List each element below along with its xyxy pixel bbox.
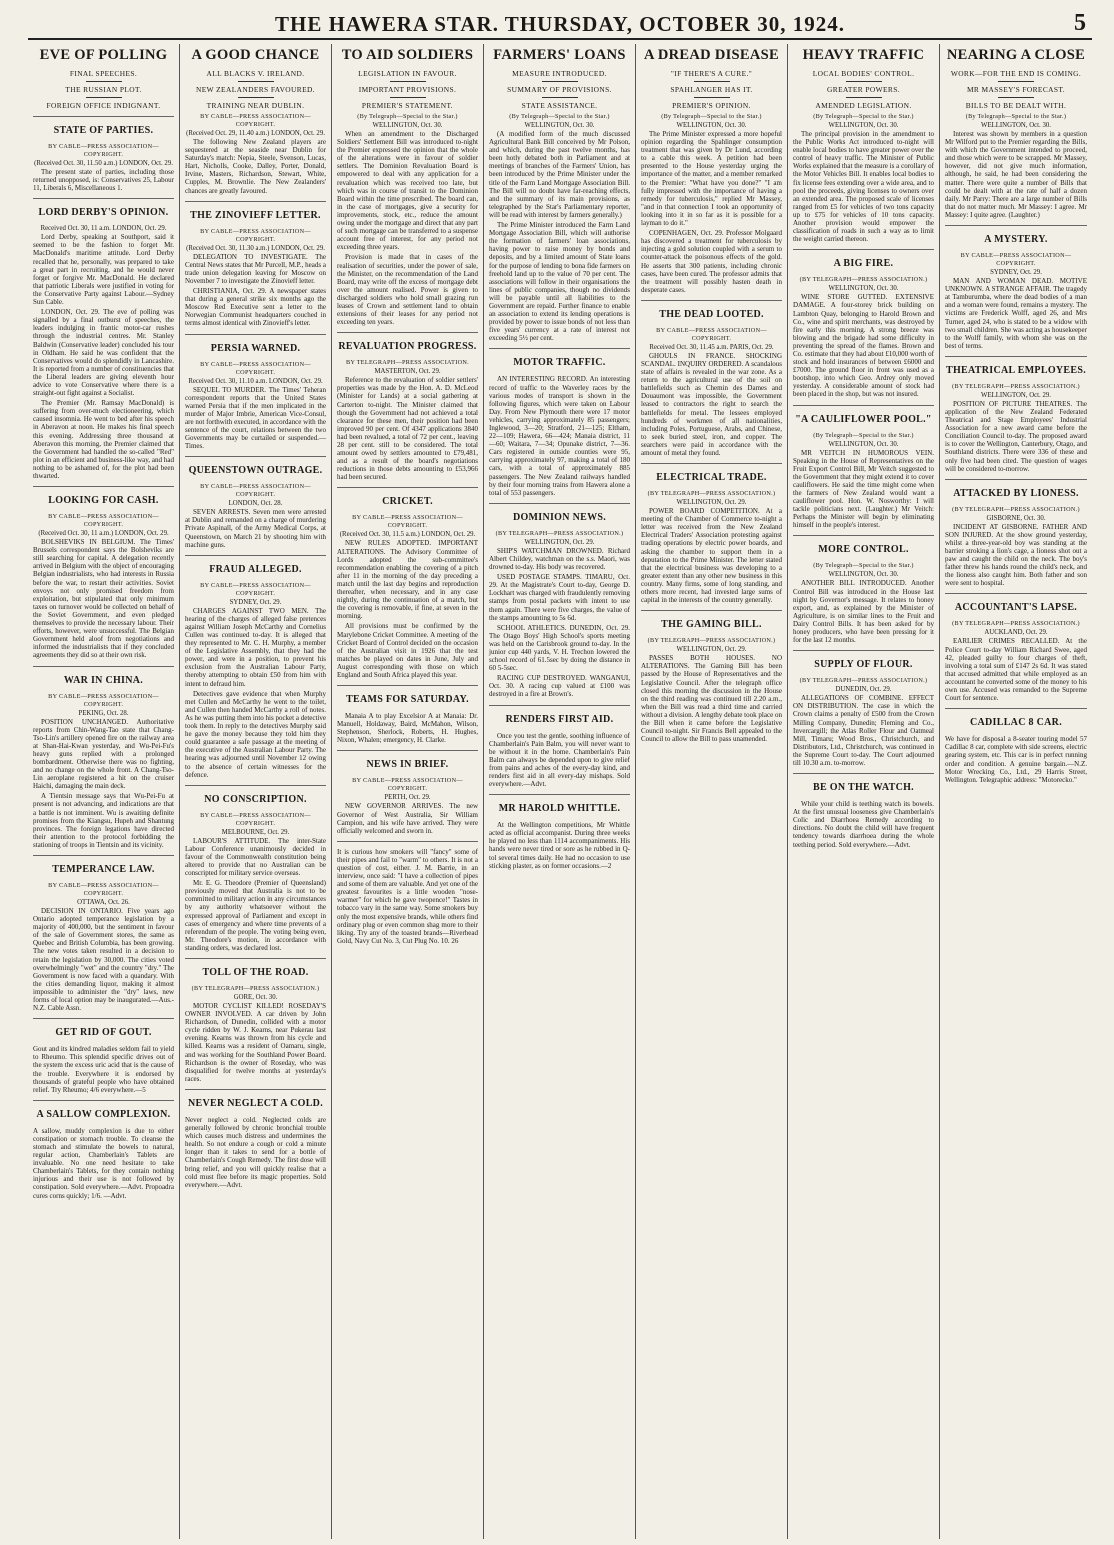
- article-title: REVALUATION PROGRESS.: [338, 341, 477, 353]
- article-byline: (By Telegraph—Special to the Star.): [813, 431, 914, 439]
- article-dateline: WELLINGTON, Oct. 29.: [676, 646, 747, 654]
- article-byline: BY CABLE—PRESS ASSOCIATION—COPYRIGHT.: [200, 581, 311, 597]
- article-paragraph: Once you test the gentle, soothing influence of Chamberlain's Pain Balm, you will never want to be without it in the home. Chamberlain's Pain Balm can always be depended upon to give relief from pains and aches of the every-day kind, and renders first aid in all every-day mishaps. Sold everywhere.—Advt.: [489, 731, 630, 789]
- article-paragraph: Mr. E. G. Theodore (Premier of Queensland) previously moved that Australia is not to be committed to military action in any circumstances by any authority whatsoever without the expressed approval of Parliament and except in cases of emergency and where time prevents of a referendum of the people. The voting being even, Mr. Theodore's motion, in accordance with standing orders, was declared lost.: [185, 879, 326, 952]
- article: [33, 666, 174, 850]
- subheading: WORK—FOR THE END IS COMING.: [950, 69, 1082, 78]
- article-paragraph: SCHOOL ATHLETICS. DUNEDIN, Oct. 29. The Otago Boys' High School's sports meeting was held on the Carisbrook ground to-day. In the junior cup 440 yards, V. H. Trechon lowered the school record of 61.5sec by doing the distance in 60 5-5sec.: [489, 623, 630, 673]
- article-title: ATTACKED BY LIONESS.: [953, 487, 1079, 499]
- subheading: BILLS TO BE DEALT WITH.: [965, 101, 1067, 110]
- article: [185, 555, 326, 779]
- subheading: MR MASSEY'S FORECAST.: [966, 85, 1066, 94]
- subheading: TRAINING NEAR DUBLIN.: [206, 101, 305, 110]
- article-paragraph: The principal provision in the amendment to the Public Works Act introduced to-night will enable local bodies to have greater power over the control of heavy traffic. The Minister of Public Works explained that the measure is a corollary of the Motor Vehicles Bill. It enables local bodies to fix license fees extending over a wide area, and to pool the proceeds, giving licenses to owners over an extended area. The proposed scale of licenses ranged from £5 for vehicles of two tons capacity up to £75 for vehicles of 10 tons capacity. Another provision would empower the classification of roads in such a way as to limit the weight carried thereon.: [793, 130, 934, 244]
- article-paragraph: At the Wellington competitions, Mr Whittle acted as official accompanist. During three weeks he played no less than 1114 accompaniments. His hands were never tired or sore as he rubbed in Q-tol several times daily. He had no occasion to use sticking plaster, as on former occasions.—2: [489, 821, 630, 870]
- article-dateline: WELLINGTON, Oct. 30.: [828, 440, 899, 448]
- article-paragraph: DELEGATION TO INVESTIGATE. The Central News states that Mr Purcell, M.P., heads a trade union delegation leaving for Moscow on November 7 to investigate the Zinovieff letter.: [185, 252, 326, 285]
- article-byline: BY CABLE—PRESS ASSOCIATION—COPYRIGHT.: [48, 513, 159, 529]
- article-separator: [793, 405, 934, 406]
- article-title: ELECTRICAL TRADE.: [656, 472, 767, 484]
- article-title: SUPPLY OF FLOUR.: [814, 659, 913, 671]
- article-paragraph: POWER BOARD COMPETITION. At a meeting of the Chamber of Commerce to-night a letter was received from the New Zealand Electrical Traders' Association protesting against trading operations by electric power boards, and asking the chamber to support them in a deputation to the Prime Minister. The letter stated that the electrical business was developing to a greater extent than any other new business in this country. Many firms, some of long standing, and others more recent, had invested large sums of capital in the interests of the country generally.: [641, 507, 782, 605]
- article-title: QUEENSTOWN OUTRAGE.: [188, 465, 323, 477]
- column-heading: EVE OF POLLING: [39, 47, 168, 63]
- article-title: LORD DERBY'S OPINION.: [38, 207, 169, 219]
- rule-divider: [86, 81, 122, 82]
- subheading: STATE ASSISTANCE.: [521, 101, 598, 110]
- article-separator: [33, 116, 174, 117]
- column-heading: HEAVY TRAFFIC: [802, 47, 925, 63]
- article-dateline: WELLINGTON, Oct. 29.: [524, 538, 595, 546]
- article: [185, 113, 326, 195]
- article: [489, 794, 630, 870]
- article: [793, 405, 934, 530]
- article-separator: [185, 958, 326, 959]
- article: [337, 332, 478, 481]
- article-title: TOLL OF THE ROAD.: [202, 967, 309, 978]
- article-paragraph: Detectives gave evidence that when Murphy met Cullen and McCarthy he went to the toilet, and Cullen then handed McCarthy a roll of notes. As he was putting them into his pocket a detective took them. In reply to the detectives Murphy said he gave the money because they told him they could guarantee a safe passage at the meeting of the executive of the Australian Labour Party. The hearing was adjourned until November 12 owing to the absence of certain witnesses for the defence.: [185, 689, 326, 779]
- article-dateline: GORE, Oct. 30.: [233, 994, 278, 1001]
- masthead: [28, 8, 1092, 40]
- article-paragraph: POSITION UNCHANGED. Authoritative reports from Chin-Wang-Tao state that Chang-Tso-Lin's artillery opened fire on the railway area at Shan-Hai-Kwan yesterday, and Wu-Pei-Fu's heavy guns replied with a prolonged bombardment. Otherwise there was no fighting, and no change on the whole front. A Chang-Tso-Lin aeroplane registered a hit on the cruiser Haichi, damaging the main deck.: [33, 717, 174, 791]
- rule-divider: [998, 97, 1034, 98]
- column: [180, 44, 332, 1539]
- subheading: NEW ZEALANDERS FAVOURED.: [195, 85, 316, 94]
- article-paragraph: Reference to the revaluation of soldier settlers' properties was made by the Hon. A. D. McLeod (Minister for Lands) at a social gathering at Carterton to-night. The Minister claimed that though the Government had not achieved a total clearance for these men, their position had been improved 90 per cent. Of 4347 applications 3840 had been revalued, a total of 72 per cent., leaving 28 per cent. still to be considered. The total amount owed by settlers amounted to £79,481, and as a result of the board's negotiations reductions in those debts amounting to £53,966 had been secured.: [337, 376, 478, 482]
- article-separator: [793, 650, 934, 651]
- article-title: MOTOR TRAFFIC.: [513, 357, 606, 369]
- article-byline: BY TELEGRAPH—PRESS ASSOCIATION.: [346, 359, 469, 367]
- article-dateline: MASTERTON, Oct. 29.: [374, 368, 441, 376]
- article-paragraph: RACING CUP DESTROYED. WANGANUI, Oct. 30. A racing cup valued at £100 was destroyed in a fire at Brown's.: [489, 674, 630, 699]
- advert-title: GET RID OF GOUT.: [55, 1027, 152, 1039]
- article-paragraph: COPENHAGEN, Oct. 29. Professor Molgaard has discovered a treatment for tuberculosis by injecting a gold solution coupled with a serum to counter-attack the poisonous effects of the gold. He asserts that 300 patients, including chronic cases, have been cured. The professor admits that the treatment will possibly hasten death in desperate cases.: [641, 229, 782, 294]
- article-separator: [337, 685, 478, 686]
- rule-divider: [694, 97, 730, 98]
- newspaper-title: THE HAWERA STAR. THURSDAY, OCTOBER 30, 1924.: [275, 12, 845, 36]
- columns-container: [28, 44, 1092, 1539]
- article-paragraph: MAN AND WOMAN DEAD. MOTIVE UNKNOWN. A STRANGE AFFAIR. The tragedy at Tamburumba, where the dead bodies of a man and a woman were found, remains a mystery. The victims are Frederick Wolff, aged 26, and Mrs Turner, aged 24, who is stated to be a widow with two small children. She was acting as housekeeper to the Wolff family, with whom she was on the best of terms.: [945, 277, 1087, 350]
- column-heading: FARMERS' LOANS: [493, 47, 626, 63]
- article-paragraph: LABOUR'S ATTITUDE. The inter-State Labour Conference unanimously decided in favour of the Commonwealth constitution being altered to provide that no Australian can be conscripted for military service overseas.: [185, 836, 326, 878]
- article-separator: [185, 201, 326, 202]
- article-separator: [793, 535, 934, 536]
- advert-separator: [185, 1089, 326, 1090]
- article-paragraph: SHIP'S WATCHMAN DROWNED. Richard Albert Childey, watchman on the s.s. Maori, was drowned to-day. His body was recovered.: [489, 546, 630, 572]
- article-byline: (By Telegraph—Special to the Star.): [357, 113, 458, 120]
- article-dateline: WELLINGTON, Oct. 30.: [828, 122, 899, 129]
- article: [793, 113, 934, 243]
- article-dateline: Received Oct. 30, 11.10 a.m. LONDON, Oct. 29.: [188, 377, 323, 385]
- article-dateline: PERTH, Oct. 29.: [384, 794, 431, 802]
- article: [33, 198, 174, 480]
- article-paragraph: The Premier (Mr. Ramsay MacDonald) is suffering from over-much electioneering, which caused insomnia. He went to bed after his speech in Aberavon at noon. He makes his final speech this evening. Addressing three thousand at Aberavon this morning, the Premier claimed that the Government had handled the so-called "Red" plot in an efficient and business-like way, and had nothing to be ashamed of, for the plot had been thwarted.: [33, 399, 174, 480]
- article-paragraph: NEW GOVERNOR ARRIVES. The new Governor of West Australia, Sir William Campion, and his wife have arrived. They were officially welcomed and sworn in.: [337, 802, 478, 835]
- article-byline: (BY TELEGRAPH—PRESS ASSOCIATION.): [799, 276, 928, 284]
- article-title: ACCOUNTANT'S LAPSE.: [954, 602, 1078, 614]
- article-paragraph: Provision is made that in cases of the realisation of securities, under the power of sale, the Minister, on the recommendation of the Land Board, may write off the excess of mortgage debt over the amount realised. Power is given to discharged soldiers who hold small grazing run leases of Crown and settlement land to obtain extensions of their leases for any period not exceeding ten years.: [337, 253, 478, 327]
- article-separator: [33, 486, 174, 487]
- column: [940, 44, 1092, 1539]
- article-title: A MYSTERY.: [984, 234, 1048, 246]
- article-dateline: WELLINGTON, Oct. 30.: [372, 122, 443, 129]
- article-title: DOMINION NEWS.: [512, 511, 607, 523]
- rule-divider: [542, 81, 578, 82]
- article-byline: BY CABLE—PRESS ASSOCIATION—COPYRIGHT.: [200, 227, 311, 243]
- article-title: THEATRICAL EMPLOYEES.: [945, 364, 1087, 376]
- article-separator: [489, 503, 630, 504]
- column: [636, 44, 788, 1539]
- article: [641, 463, 782, 604]
- article-separator: [945, 479, 1087, 480]
- article-separator: [489, 705, 630, 706]
- article-paragraph: When an amendment to the Discharged Soldiers' Settlement Bill was introduced to-night the Premier expressed the opinion that the whole of the alterations were in favour of soldier settlers. The Dominion Revaluation Board is empowered to deal with any application for a revaluation which was received too late, but which was in course of transit to the Dominion Board within the time prescribed. The board can, in the case of mortgages, give a security for improvements, stock, etc., reduce the amount owing under the mortgage and direct that any part of such mortgage can be transferred to a suspense account free of interest, for any period not exceeding three years.: [337, 130, 478, 252]
- article: [945, 225, 1087, 350]
- article-byline: (BY TELEGRAPH—PRESS ASSOCIATION.): [647, 637, 776, 645]
- article-dateline: WELLINGTON, Oct. 29.: [676, 499, 747, 507]
- article-title: CRICKET.: [382, 496, 433, 508]
- article-title: RENDERS FIRST AID.: [505, 713, 614, 725]
- article: [793, 650, 934, 767]
- advert-title: NEVER NEGLECT A COLD.: [187, 1097, 324, 1109]
- article-paragraph: Manaia A to play Excelsior A at Manaia: Dr. Manuell, Holdaway, Baird, McMahon, Wilson, Stephenson, Sherlock, Roberts, H. Hughes, Nixon, Whalen; emergency, H. Clarke.: [337, 712, 478, 745]
- article-title: NO CONSCRIPTION.: [204, 793, 307, 805]
- article-paragraph: BOLSHEVIKS IN BELGIUM. The Times' Brussels correspondent says the Bolsheviks are still searching for capital. A delegation recently arrived in Belgium with the object of encouraging Belgian industrialists, who had interests in Russia before the war, to restart their activities. Soviet envoys not only promised freedom from exploitation, but stipulated that only minimum taxes on turnover would be collected on behalf of the Soviet Government, and even pledged themselves to provide the necessary labour. Their efforts, however, were unsuccessful. The Belgian Government held aloof from negotiations and informed the industrialists that if they concluded agreements they did so at their own risk.: [33, 538, 174, 660]
- article-paragraph: WINE STORE GUTTED. EXTENSIVE DAMAGE. A four-storey brick building on Lambton Quay, belonging to Harold Brown and Co., wine and spirit merchants, was destroyed by fire early this morning. A strong breeze was blowing and the brigade had some difficulty in preventing the spread of the flames. Brown and Co. estimate that they had about £10,000 worth of stock and hold insurances of between £6000 and £7000. The ground floor in front was used as a bootshop, into which Geo. Ardrey only moved yesterday. A considerable amount of stock had been placed in the shop, but was not insured.: [793, 293, 934, 399]
- column: [28, 44, 180, 1539]
- article-separator: [185, 555, 326, 556]
- column: [788, 44, 940, 1539]
- article-paragraph: PASSES BOTH HOUSES. NO ALTERATIONS. The Gaming Bill has been passed by the House of Representatives and the Legislative Council. After the telegraph office closed this morning the discussion in the House on the third reading was continued till 2.20 a.m., when the Bill was read a third time and carried without a division. A lengthy debate took place on the Bill when it came before the Legislative Council to-night. Sir Francis Bell appealed to the Council to allow the Bill to pass unamended.: [641, 654, 782, 744]
- article-dateline: WELLINGTON, Oct. 30.: [981, 122, 1051, 129]
- article-dateline: (Received Oct. 29, 11.40 a.m.) LONDON, Oct. 29.: [186, 130, 325, 137]
- article: [641, 300, 782, 457]
- column-heading: A DREAD DISEASE: [643, 47, 780, 63]
- advert-text: It is curious how smokers will "fancy" some of their pipes and fail to "warm" to others. It is not a question of cost, either. J. M. Barrie, in an interview, once said: "I have a collection of pipes and some of them are valuable. And yet one of the greatest favourites is a little wooden "nose-warmer" for which he gave twopence!" Tastes in tobacco vary in the same way. Some smokers buy only the most expensive brands, while others find ordinary plug or even common shag more to their liking. Try any of the toasted brands—Riverhead Gold, Navy Cut No. 3, Cut Plug No. 10. 26: [337, 847, 478, 945]
- article-byline: (BY TELEGRAPH—PRESS ASSOCIATION.): [952, 505, 1080, 513]
- article: [185, 456, 326, 548]
- advert-text: Gout and its kindred maladies seldom fail to yield to Rheumo. This splendid specific drives out of the system the excess uric acid that is the cause of the trouble. Everywhere it is endorsed by thousands of grateful people who have obtained relief. Try Rheumo; 4/6 everywhere.—5: [33, 1045, 174, 1094]
- article-paragraph: The Prime Minister introduced the Farm Land Mortgage Association Bill, which will authorise the formation of farmers' loan associations, having power to raise money by bonds and deposits, and by a limited amount of State loans for the purpose of lending to bona fide farmers on freehold land up to the value of 70 per cent. The associations will follow in their organisations the lines of public companies, though no dividends will be payable until all liabilities to the Government are repaid. Further finance to enable an association to extend its lending operations is provided by power to issue bonds of not less than five years' currency at a rate of interest not exceeding 5½ per cent.: [489, 221, 630, 343]
- article: [945, 479, 1087, 588]
- article-separator: [945, 593, 1087, 594]
- article-paragraph: The following New Zealand players are sequestered at the seaside near Dublin for Saturday's match: Nepia, Steele, Svenson, Lucas, Hart, Nicholls, Cooke, Dalley, Porter, Donald, Irvine, Masters, Richardson, Stewart, White, Cupples, M. Brownlie. The New Zealanders' chances are greatly favoured.: [185, 138, 326, 195]
- article-paragraph: ALLEGATIONS OF COMBINE. EFFECT ON DISTRIBUTION. The case in which the Crown claims a penalty of £500 from the Crown Milling Company, Dunedin; Fleming and Co., Invercargill; the Atlas Roller Flour and Oatmeal Mill, Timaru; Wood Bros., Christchurch, and Distributors, Ltd., Christchurch, was continued in the Supreme Court to-day. The Court adjourned till 10.30 a.m. to-morrow.: [793, 694, 934, 767]
- article-byline: BY CABLE—PRESS ASSOCIATION—COPYRIGHT.: [352, 514, 463, 530]
- article-separator: [185, 334, 326, 335]
- article-title: THE GAMING BILL.: [661, 619, 762, 631]
- subheading: PREMIER'S STATEMENT.: [361, 101, 454, 110]
- article-dateline: DUNEDIN, Oct. 29.: [835, 686, 892, 694]
- rule-divider: [238, 97, 274, 98]
- advert-separator: [33, 1018, 174, 1019]
- article: [33, 116, 174, 192]
- article-paragraph: CHARGES AGAINST TWO MEN. The hearing of the charges of alleged false pretences against William Joseph McCarthy and Cornelius Cullen was continued to-day. It is alleged that they represented to Mr. C. H. Murphy, a member of the Legislative Assembly, that they had the power, and were in a position, to prevent his exclusion from the Australian Labour Party, thereby attempting to obtain £50 from him with intent to defraud him.: [185, 606, 326, 688]
- article-title: FRAUD ALLEGED.: [209, 563, 302, 575]
- article-dateline: PEKING, Oct. 28.: [78, 709, 129, 717]
- article-paragraph: SEQUEL TO MURDER. The Times' Teheran correspondent reports that the United States warned Persia that if the men implicated in the murder of Major Imbrie, American Vice-Consul, are not forthwith executed, in accordance with the sentence of the court, relations between the two Governments may be curtailed or suspended.—Times.: [185, 385, 326, 451]
- article-byline: (By Telegraph—Special to the Star.): [661, 113, 762, 120]
- article-separator: [641, 300, 782, 301]
- subheading: AMENDED LEGISLATION.: [815, 101, 912, 110]
- article-paragraph: GHOULS IN FRANCE. SHOCKING SCANDAL. INQUIRY ORDERED. A scandalous state of affairs is revealed in the war zone. As a return to the agricultural use of the soil on battlefields such as Chemin des Dames and Douaumont was impossible, the Government leased to contractors the right to search the battlefields for metal. The lessees employed hundreds of workmen of all nationalities, including Poles, Portuguese, Arabs, and Chinese, to seek buried steel, iron, and copper. The searchers were paid in accordance with the amount of metal they found.: [641, 351, 782, 457]
- article-byline: (By Telegraph—Special to the Star.): [813, 562, 914, 570]
- article-title: STATE OF PARTIES.: [53, 125, 154, 136]
- article-byline: BY CABLE—PRESS ASSOCIATION—COPYRIGHT.: [48, 882, 159, 897]
- article-byline: (BY TELEGRAPH—PRESS ASSOCIATION.): [191, 985, 320, 992]
- article-byline: BY CABLE—PRESS ASSOCIATION—COPYRIGHT.: [200, 483, 311, 499]
- subheading: SUMMARY OF PROVISIONS.: [507, 85, 612, 94]
- advert-text: A sallow, muddy complexion is due to either constipation or stomach trouble. To cleanse the stomach and stimulate the bowels to natural, regular action, Chamberlain's Tablets are invaluable. No one need hesitate to take Chamberlain's Tablets, for they contain nothing injurious and their use is not followed by constipation. Sold everywhere.—Advt. Propoadra cures corns quickly; 1/6. —Advt.: [33, 1126, 174, 1200]
- article-dateline: (Received Oct. 30, 11.30 a.m.) LONDON, Oct. 29.: [186, 244, 325, 252]
- article-byline: (BY TELEGRAPH—PRESS ASSOCIATION.): [495, 529, 624, 537]
- rule-divider: [998, 81, 1034, 82]
- article-dateline: Received Oct. 30, 11.45 a.m. PARIS, Oct. 29.: [649, 343, 774, 351]
- article: [793, 773, 934, 849]
- article-separator: [641, 610, 782, 611]
- rule-divider: [238, 81, 274, 82]
- article: [33, 855, 174, 1012]
- rule-divider: [390, 81, 426, 82]
- column: [332, 44, 484, 1539]
- article-paragraph: EARLIER CRIMES RECALLED. At the Police Court to-day William Richard Swee, aged 42, pleaded guilty to four charges of theft, involving a total sum of £147 2s 6d. It was stated that accused admitted that while employed as an accountant he converted some of the money to his own use. Accused was remanded to the Supreme Court for sentence.: [945, 637, 1087, 703]
- article-byline: BY CABLE—PRESS ASSOCIATION—COPYRIGHT.: [656, 326, 767, 342]
- article-dateline: GISBORNE, Oct. 30.: [986, 514, 1046, 522]
- article-paragraph: All provisions must be confirmed by the Marylebone Cricket Committee. A meeting of the Cricket Board of Control decided on the occasion of the Australian visit in 1926 that the test matches be played on dates in June, July and August corresponding with those on which England and South Africa played this year.: [337, 622, 478, 679]
- article-byline: (BY TELEGRAPH—PRESS ASSOCIATION.): [799, 677, 928, 685]
- article: [489, 113, 630, 342]
- subheading: PREMIER'S OPINION.: [672, 101, 751, 110]
- subheading: SPAHLANGER HAS IT.: [670, 85, 753, 94]
- article-separator: [33, 855, 174, 856]
- rule-divider: [390, 97, 426, 98]
- article-byline: BY CABLE—PRESS ASSOCIATION—COPYRIGHT.: [352, 777, 463, 793]
- article-separator: [337, 332, 478, 333]
- subheading: FINAL SPEECHES.: [69, 69, 138, 78]
- article-byline: (BY TELEGRAPH—PRESS ASSOCIATION.): [952, 620, 1080, 628]
- subheading: "IF THERE'S A CURE.": [670, 69, 753, 78]
- article-paragraph: ANOTHER BILL INTRODUCED. Another Control Bill was introduced in the House last night by Governor's message. It relates to honey export, and, as explained by the Minister of Agriculture, is on similar lines to the Fruit and Dairy Control Bills. It has been asked for by honey producers, who have been pressing for it for the last 12 months.: [793, 579, 934, 645]
- article-title: PERSIA WARNED.: [210, 342, 301, 354]
- article-byline: (By Telegraph—Special to the Star.): [965, 113, 1067, 120]
- article: [945, 593, 1087, 702]
- rule-divider: [694, 81, 730, 82]
- article-dateline: MELBOURNE, Oct. 29.: [221, 828, 290, 836]
- article: [185, 785, 326, 952]
- article-paragraph: MOTOR CYCLIST KILLED! ROSEDAY'S OWNER INVOLVED. A car driven by John Richardson, of Dunedin, collided with a motor cycle ridden by W. J. Kearns, near Pukerau last evening. Kearns was thrown from his cycle and killed. Kearns was a resident of Oamaru, single, and was working for the Southland Power Board. Richardson is the owner of Roseday, who was disqualified for twelve months at yesterday's races.: [185, 1002, 326, 1083]
- subheading: GREATER POWERS.: [827, 85, 900, 94]
- article-title: THE ZINOVIEFF LETTER.: [190, 209, 321, 221]
- article-dateline: WELLINGTON, Oct. 30.: [828, 571, 899, 579]
- article: [641, 113, 782, 294]
- article-paragraph: AN INTERESTING RECORD. An interesting record of traffic to the Waverley races by the various modes of transport is shown in the following figures, which were taken on Labour Day. From New Plymouth there were 17 motor vehicles, carrying approximately 85 passengers; Inglewood, 3—20; Stratford, 21—125; Eltham, 22—109; Hawera, 66—424; Manaia district, 11—60; Waitara, 7—34; Opunake district, 7—36. Cars registered in outside counties were 95, carrying approximately 97, making a total of 180 cars, with a total of approximately 885 passengers. The New Zealand railways handled by their four morning trains from Hawera alone a total of 553 passengers.: [489, 375, 630, 497]
- article-paragraph: A Tientsin message says that Wu-Pei-Fu at present is not advancing, and indications are that a battle is not imminent. Wu is awaiting definite promises from the Kiangsu, Hupeh and Shantung provinces. The foreign legations have directed their attention to the protocol forbidding the stationing of troops in Tientsin and its vicinity.: [33, 792, 174, 849]
- column-heading: TO AID SOLDIERS: [341, 47, 474, 63]
- subheading: ALL BLACKS V. IRELAND.: [206, 69, 305, 78]
- article-dateline: (Received Oct. 30, 11 a.m.) LONDON, Oct. 29.: [38, 530, 169, 538]
- article: [793, 249, 934, 398]
- article: [337, 750, 478, 834]
- article-separator: [337, 487, 478, 488]
- article-byline: BY CABLE—PRESS ASSOCIATION—COPYRIGHT.: [48, 692, 159, 708]
- rule-divider: [542, 97, 578, 98]
- article-paragraph: USED POSTAGE STAMPS. TIMARU, Oct. 29. At the Magistrate's Court to-day, George D. Lockhart was charged with fraudulently removing stamps from postal packets with intent to use them again. There were five charges, the value of the stamps amounting to 5s 6d.: [489, 573, 630, 622]
- article: [185, 334, 326, 451]
- article-dateline: SYDNEY, Oct. 29.: [990, 269, 1042, 277]
- article: [945, 113, 1087, 219]
- article: [793, 535, 934, 644]
- article-dateline: WELLINGTON, Oct. 30.: [676, 122, 747, 129]
- article-dateline: SYDNEY, Oct. 29.: [229, 598, 282, 606]
- article-dateline: WELLINGTON, Oct. 30.: [524, 122, 595, 129]
- article: [489, 348, 630, 496]
- article-dateline: WELLINGTON, Oct. 30.: [828, 285, 899, 293]
- article-title: "A CAULIFLOWER POOL.": [795, 413, 932, 425]
- column: [484, 44, 636, 1539]
- article: [945, 356, 1087, 473]
- advert-text: We have for disposal a 8-seater touring model 57 Cadillac 8 car, complete with side screens, electric gearing system, etc. This car is in perfect running order and condition. A genuine bargain.—N.Z. Motor Wrecking Co., Ltd., 29 Harris Street, Wellington. Telegraphic address: "Motorecko.": [945, 735, 1087, 784]
- article-byline: BY CABLE—PRESS ASSOCIATION—COPYRIGHT.: [200, 360, 311, 376]
- article-title: TEAMS FOR SATURDAY.: [346, 694, 469, 706]
- article-paragraph: POSITION OF PICTURE THEATRES. The application of the New Zealand Federated Theatrical and Stage Employees' Industrial Association for a new award came before the Conciliation Council to-day. The proposed award is to cover the Wellington, Canterbury, Otago, and Southland districts. There were 336 of these and only five had been cited. The question of wages will be considered to-morrow.: [945, 399, 1087, 473]
- article: [33, 486, 174, 659]
- article-separator: [185, 785, 326, 786]
- article-separator: [185, 456, 326, 457]
- article-paragraph: Lord Derby, speaking at Southport, said it seemed to be the fashion to forget Mr. MacDonald's maritime attitude. Lord Derby recalled that he, personally, was prepared to take a great part in recruiting, and he would never forget or forgive Mr. MacDonald. He declared that patriotic Liberals were justified in voting for the Conservative Party against Labour.—Sydney Sun Cable.: [33, 233, 174, 307]
- article-separator: [793, 773, 934, 774]
- article-byline: BY CABLE—PRESS ASSOCIATION—COPYRIGHT.: [960, 252, 1072, 268]
- article-title: A BIG FIRE.: [833, 258, 894, 270]
- article: [337, 487, 478, 679]
- rule-divider: [846, 81, 882, 82]
- article-paragraph: NEW RULES ADOPTED. IMPORTANT ALTERATIONS. The Advisory Committee of Lords adopted the sub-committee's recommendation enabling the covering of a pitch after 11 in the morning of the day preceding a match until the last day begins and reproduction thereafter, when necessary, and in any case nightly, during the continuation of a match, but the covering is removable, if fine, at seven in the morning.: [337, 539, 478, 621]
- article: [185, 958, 326, 1083]
- article-byline: (By Telegraph—Special to the Star.): [509, 113, 610, 120]
- subheading: IMPORTANT PROVISIONS.: [358, 85, 457, 94]
- article-separator: [33, 198, 174, 199]
- article-byline: BY CABLE—PRESS ASSOCIATION—COPYRIGHT.: [200, 113, 311, 128]
- article-separator: [337, 750, 478, 751]
- article-separator: [945, 225, 1087, 226]
- article-separator: [793, 249, 934, 250]
- article-dateline: LONDON, Oct. 28.: [228, 500, 283, 508]
- article-title: THE DEAD LOOTED.: [659, 308, 764, 320]
- article-title: WAR IN CHINA.: [63, 674, 144, 686]
- article-title: BE ON THE WATCH.: [813, 782, 914, 794]
- article-separator: [33, 666, 174, 667]
- article-paragraph: DECISION IN ONTARIO. Five years ago Ontario adopted temperance legislation by a majority of 400,000, but the sentiment in favour of the sale of Government stores, the same as Quebec and British Columbia, has been growing. The new votes taken resulted in a decision to retain the legislation by 30,000. The cities voted overwhelmingly "wet" and the country "dry." The Government is now faced with a quandary. With the cities demanding liquor, making it almost impossible to administer the "dry" laws, new forms of local option may be inaugurated.—Aus.-N.Z. Cable Assn.: [33, 907, 174, 1013]
- article-paragraph: While your child is teething watch its bowels. At the first unusual looseness give Chamberlain's Colic and Diarrhoea Remedy according to directions. No doubt the child will have frequent tendency towards diarrhoea during the whole teething period. Sold everywhere.—Advt.: [793, 800, 934, 849]
- subheading: LOCAL BODIES' CONTROL.: [812, 69, 915, 78]
- advert-separator: [33, 1100, 174, 1101]
- advert-title: CADILLAC 8 CAR.: [969, 717, 1062, 729]
- article: [489, 503, 630, 699]
- article-byline: (BY TELEGRAPH—PRESS ASSOCIATION.): [952, 382, 1080, 390]
- article-dateline: (Received Oct. 30, 11.5 a.m.) LONDON, Oct. 29.: [339, 531, 476, 539]
- rule-divider: [846, 97, 882, 98]
- rule-divider: [86, 97, 122, 98]
- article-byline: (BY TELEGRAPH—PRESS ASSOCIATION.): [647, 490, 776, 498]
- column-heading: A GOOD CHANCE: [191, 47, 320, 63]
- article: [185, 201, 326, 328]
- article-dateline: WELLINGTON, Oct. 29.: [981, 391, 1051, 399]
- advert-separator: [337, 841, 478, 842]
- article-title: MR HAROLD WHITTLE.: [498, 803, 621, 815]
- advert-separator: [945, 708, 1087, 709]
- article-paragraph: MR VEITCH IN HUMOROUS VEIN. Speaking in the House of Representatives on the Fruit Export Control Bill, Mr Veitch suggested to the Government that they might extend it to cover cauliflowers. He said the time might come when the farmers of New Zealand would want a cauliflower pool. Hon. W. Nosworthy: I will tackle politicians next. (Laughter.) Mr Veitch: Perhaps the Minister will begin by eliminating himself in the people's interest.: [793, 448, 934, 530]
- advert-text: Never neglect a cold. Neglected colds are generally followed by chronic bronchial trouble which causes much distress and undermines the health. So not endure a cough or cold a minute longer than it takes to send for a bottle of Chamberlain's Cough Remedy. The first dose will bring relief, and you will quickly realise that a cold must flee before its magic properties. Sold everywhere.—Advt.: [185, 1115, 326, 1189]
- article-paragraph: LONDON, Oct. 29. The eve of polling was signalled by a final outburst of speeches, the leaders indulging in frantic motor-car rushes through the industrial centres. Mr. Stanley Baldwin (Conservative leader) concluded his tour in Oldham. He said he was confident that the Conservatives would do splendidly in Lancashire. It is reported from a number of constituencies that the Liberal leaders are giving eleventh hour advice to vote Conservative where there is a straight-out fight against a Socialist.: [33, 308, 174, 398]
- article-byline: BY CABLE—PRESS ASSOCIATION—COPYRIGHT.: [48, 143, 159, 158]
- article-paragraph: (A modified form of the much discussed Agricultural Bank Bill conceived by Mr Polson, and which, during the past twelve months, has been hotly debated both in Parliament and at meetings of branches of the Farmers' Union, has been introduced by the Prime Minister under the title of the Farm Land Mortgage Association Bill. The Bill will no doubt have far-reaching effects, and the summary of its main provisions, as telegraphed by the Star's Parliamentary reporter, will be read with interest by farmers generally.): [489, 130, 630, 219]
- article-paragraph: The Prime Minister expressed a more hopeful opinion regarding the Spahlinger consumption treatment that was given by Dr Lund, according to a cable this week. A petition had been presented to the House yesterday urging the importance of the matter, and a member remarked to the Premier: "What have you done?" "I am fully impressed with the importance of having a remedy for tuberculosis," replied Mr Massey, "and in that connection I took an opportunity of looking into it in so far as it is possible for a layman to do it.": [641, 130, 782, 228]
- article: [337, 685, 478, 744]
- article-dateline: Received Oct. 30, 11 a.m. LONDON, Oct. 29.: [40, 225, 167, 233]
- article-paragraph: SEVEN ARRESTS. Seven men were arrested at Dublin and remanded on a charge of murdering Private Aspinall, of the Army Medical Corps, at Queenstown, on March 21 by shooting him with machine guns.: [185, 508, 326, 549]
- subheading: MEASURE INTRODUCED.: [512, 69, 607, 78]
- page-number: 5: [1074, 10, 1086, 36]
- article-separator: [945, 356, 1087, 357]
- column-heading: NEARING A CLOSE: [946, 47, 1086, 63]
- article: [489, 705, 630, 789]
- article-title: MORE CONTROL.: [818, 544, 909, 556]
- article-title: NEWS IN BRIEF.: [366, 759, 449, 771]
- article-paragraph: CHRISTIANIA, Oct. 29. A newspaper states that during a general strike six months ago the Moscow Red Executive sent a letter to the Norwegian Communist headquarters couched in terms almost identical with Zinovieff's letter.: [185, 287, 326, 328]
- article-dateline: AUCKLAND, Oct. 29.: [984, 629, 1048, 637]
- article-separator: [489, 348, 630, 349]
- advert-title: A SALLOW COMPLEXION.: [36, 1108, 171, 1120]
- article-paragraph: INCIDENT AT GISBORNE. FATHER AND SON INJURED. At the show ground yesterday, whilst a three-year-old boy was standing at the barrier stroking a lion's cage, a lioness shot out a paw and caught the child on the neck. The boy's father threw his hands round the child's neck, and the lioness also caught him. Both father and son were sent to hospital.: [945, 522, 1087, 588]
- article-byline: (By Telegraph—Special to the Star.): [813, 113, 914, 120]
- subheading: FOREIGN OFFICE INDIGNANT.: [46, 101, 161, 110]
- subheading: THE RUSSIAN PLOT.: [65, 85, 142, 94]
- article-separator: [489, 794, 630, 795]
- article-dateline: OTTAWA, Oct. 26.: [77, 899, 130, 906]
- article-dateline: (Received Oct. 30, 11.50 a.m.) LONDON, Oct. 29.: [34, 160, 173, 167]
- subheading: LEGISLATION IN FAVOUR.: [358, 69, 457, 78]
- article-byline: BY CABLE—PRESS ASSOCIATION—COPYRIGHT.: [200, 811, 311, 827]
- article: [337, 113, 478, 326]
- article-title: TEMPERANCE LAW.: [52, 864, 155, 875]
- article-separator: [641, 463, 782, 464]
- article-title: LOOKING FOR CASH.: [48, 495, 159, 507]
- article-paragraph: Interest was shown by members in a question Mr Wilford put to the Premier regarding the Bills, with which the Government intended to proceed, and those which were to be scrapped. Mr Massey, however, did not give much information, although, he said, he had been considering the matter. There were quite a number of Bills that could be dealt with at the rate of half a dozen daily. Mr Parry: There are a large number of Bills that do not matter much. Mr Massey: I agree. Mr Massey: I quite agree. (Laughter.): [945, 130, 1087, 219]
- article: [641, 610, 782, 743]
- article-paragraph: The present state of parties, including those returned unopposed, is: Conservatives 25, Labour 11, Liberals 6, Miscellaneous 1.: [33, 168, 174, 193]
